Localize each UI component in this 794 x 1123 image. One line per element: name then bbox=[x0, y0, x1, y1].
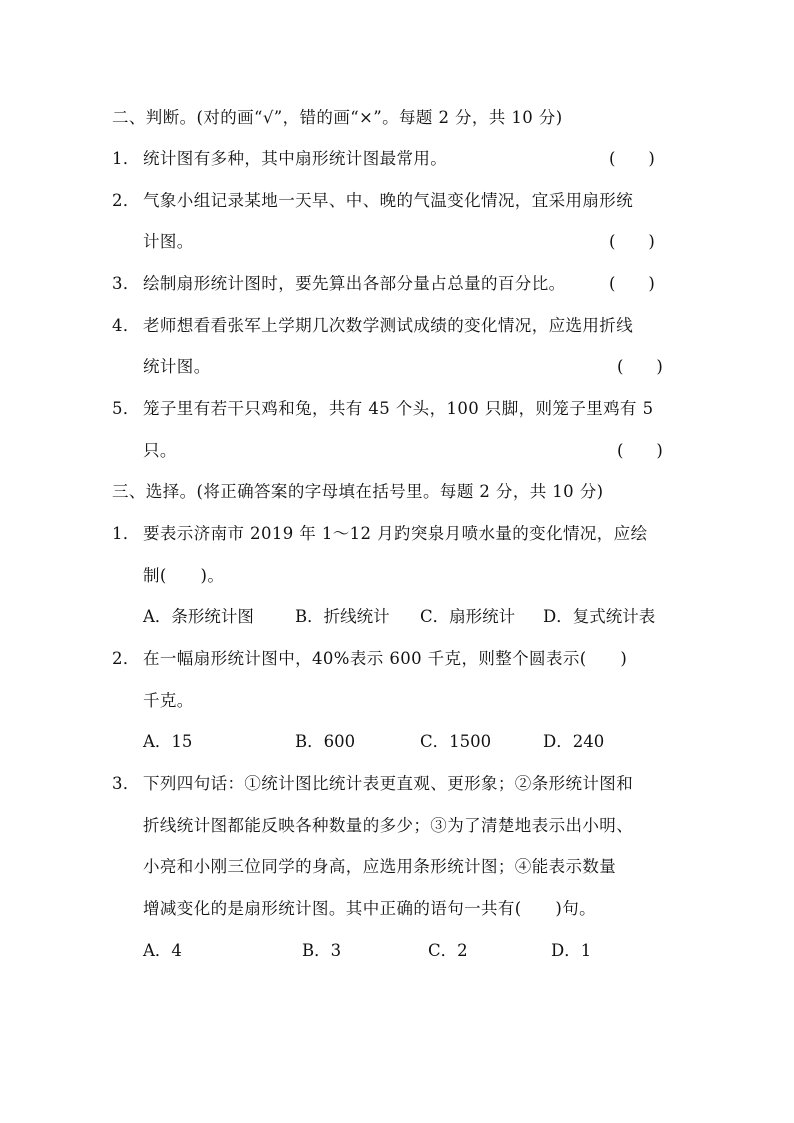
choice-q3-option-d[interactable]: D．1 bbox=[551, 941, 592, 960]
choice-q1-option-d[interactable]: D．复式统计表 bbox=[543, 607, 656, 626]
choice-q1-option-c[interactable]: C．扇形统计 bbox=[420, 607, 516, 626]
choice-q3-text-line-1: 下列四句话：①统计图比统计表更直观、更形象；②条形统计图和 bbox=[143, 774, 634, 793]
choice-q1-number: 1． bbox=[112, 524, 140, 543]
judge-item-4-number: 4． bbox=[112, 316, 140, 335]
judge-item-1-text: 统计图有多种，其中扇形统计图最常用。 bbox=[143, 149, 448, 168]
choice-q3-option-c[interactable]: C．2 bbox=[428, 941, 468, 960]
choice-q3-option-b[interactable]: B．3 bbox=[302, 941, 342, 960]
judge-item-5-number: 5． bbox=[112, 399, 140, 418]
choice-q1-text-line-2: 制( )。 bbox=[143, 566, 225, 585]
judge-item-2-number: 2． bbox=[112, 191, 140, 210]
choice-q2-option-c[interactable]: C．1500 bbox=[420, 732, 492, 751]
section-3-heading: 三、选择。(将正确答案的字母填在括号里。每题 2 分，共 10 分) bbox=[112, 482, 604, 501]
judge-item-2-text-line-2: 计图。 bbox=[143, 232, 194, 251]
judge-item-2-answer-blank[interactable]: ( ) bbox=[609, 232, 655, 251]
judge-item-1-number: 1． bbox=[112, 149, 140, 168]
judge-item-1-answer-blank[interactable]: ( ) bbox=[609, 149, 655, 168]
judge-item-3-number: 3． bbox=[112, 274, 140, 293]
choice-q3-option-a[interactable]: A．4 bbox=[143, 941, 182, 960]
judge-item-2-text-line-1: 气象小组记录某地一天早、中、晚的气温变化情况，宜采用扇形统 bbox=[143, 191, 634, 210]
choice-q1-text-line-1: 要表示济南市 2019 年 1～12 月趵突泉月喷水量的变化情况，应绘 bbox=[143, 524, 648, 543]
choice-q2-option-d[interactable]: D．240 bbox=[543, 732, 605, 751]
choice-q2-text-line-2: 千克。 bbox=[143, 691, 194, 710]
judge-item-5-answer-blank[interactable]: ( ) bbox=[617, 441, 663, 460]
choice-q3-text-line-2: 折线统计图都能反映各种数量的多少；③为了清楚地表示出小明、 bbox=[143, 816, 634, 835]
judge-item-5-text-line-2: 只。 bbox=[143, 441, 177, 460]
choice-q1-option-a[interactable]: A．条形统计图 bbox=[143, 607, 254, 626]
choice-q2-option-a[interactable]: A．15 bbox=[143, 732, 193, 751]
judge-item-3-text: 绘制扇形统计图时，要先算出各部分量占总量的百分比。 bbox=[143, 274, 566, 293]
choice-q2-number: 2． bbox=[112, 649, 140, 668]
choice-q1-option-b[interactable]: B．折线统计 bbox=[295, 607, 390, 626]
judge-item-4-text-line-2: 统计图。 bbox=[143, 357, 211, 376]
judge-item-5-text-line-1: 笼子里有若干只鸡和兔，共有 45 个头，100 只脚，则笼子里鸡有 5 bbox=[143, 399, 654, 418]
choice-q2-option-b[interactable]: B．600 bbox=[295, 732, 356, 751]
choice-q3-text-line-4: 增减变化的是扇形统计图。其中正确的语句一共有( )句。 bbox=[143, 899, 597, 918]
choice-q3-text-line-3: 小亮和小刚三位同学的身高，应选用条形统计图；④能表示数量 bbox=[143, 857, 617, 876]
section-2-heading: 二、判断。(对的画“√”，错的画“×”。每题 2 分，共 10 分) bbox=[112, 108, 563, 127]
judge-item-3-answer-blank[interactable]: ( ) bbox=[609, 274, 655, 293]
choice-q2-text-line-1: 在一幅扇形统计图中，40%表示 600 千克，则整个圆表示( ) bbox=[143, 649, 628, 668]
choice-q3-number: 3． bbox=[112, 774, 140, 793]
judge-item-4-text-line-1: 老师想看看张军上学期几次数学测试成绩的变化情况，应选用折线 bbox=[143, 316, 634, 335]
judge-item-4-answer-blank[interactable]: ( ) bbox=[617, 357, 663, 376]
